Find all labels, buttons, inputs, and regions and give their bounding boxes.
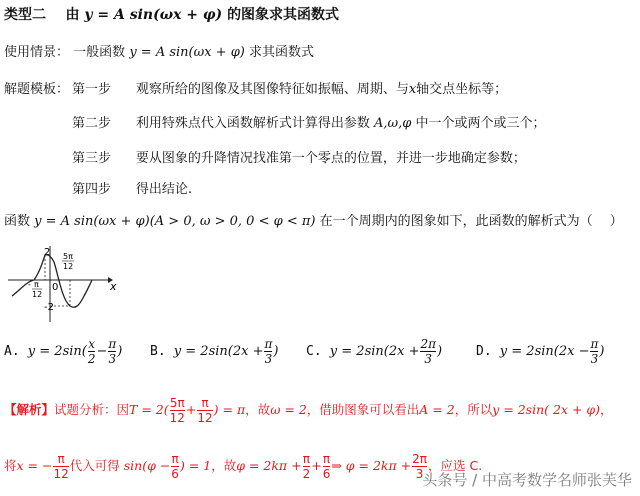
frac-num: π — [201, 396, 209, 410]
template-label: 解题模板： — [4, 82, 70, 97]
option-frac — [590, 337, 598, 366]
step-var: x — [408, 82, 417, 97]
frac-num: 2π — [420, 337, 437, 351]
option-frac — [264, 337, 272, 366]
analysis-eq: ) = 1 — [179, 458, 212, 473]
step-name: 第一步 — [72, 82, 112, 97]
frac-den: 6 — [171, 467, 179, 481]
option-post: ) — [117, 344, 123, 359]
analysis-frac — [53, 452, 68, 481]
option-a — [4, 337, 122, 366]
usage-text-b: 求其函数式 — [249, 45, 315, 60]
analysis-text-2: ，故 — [245, 402, 271, 417]
analysis-answer: ，应选 C. — [428, 458, 483, 473]
question-text-a: 函数 — [4, 214, 31, 229]
step-name: 第三步 — [72, 151, 112, 166]
option-frac-2 — [108, 337, 116, 366]
frac-den: 12 — [53, 467, 69, 481]
analysis-text-4: ，所以 — [454, 402, 493, 417]
step-text: 要从图象的升降情况找准第一个零点的位置，并进一步地确定参数； — [135, 151, 526, 166]
usage-line — [4, 44, 314, 62]
option-label: C. — [306, 344, 322, 359]
option-pre: y = 2sin(2x + — [173, 344, 264, 359]
option-b — [150, 337, 278, 366]
analysis-omega: ω = 2 — [270, 402, 307, 417]
title-suffix: 的图象求其函数式 — [227, 7, 340, 23]
analysis-text: 试题分析：因 — [54, 402, 130, 417]
usage-text-a: 一般函数 — [73, 45, 126, 60]
option-frac — [420, 337, 436, 366]
analysis-frac-2 — [197, 396, 212, 425]
frac-den: 3 — [108, 352, 117, 366]
option-post: ) — [273, 344, 279, 359]
analysis-frac-3 — [303, 452, 311, 481]
analysis-phi: φ = 2kπ + — [236, 458, 302, 473]
step-name: 第二步 — [72, 116, 112, 131]
analysis-text-5: ， — [600, 402, 613, 417]
analysis-amp: A = 2 — [419, 402, 455, 417]
option-mid: − — [96, 344, 108, 359]
frac-den: 3 — [264, 352, 273, 366]
usage-label: 使用情景： — [4, 45, 70, 60]
step-var: A,ω,φ — [373, 116, 412, 131]
option-pre: y = 2sin(2x − — [499, 344, 590, 359]
analysis-formula: x = − — [16, 458, 53, 473]
frac-num: π — [57, 452, 65, 466]
watermark: 头条号 / 中高考数学名师张芙华 — [422, 471, 632, 489]
option-label: D. — [476, 344, 492, 359]
question-text-b: 在一个周期内的图象如下，此函数的解析式为（ ） — [319, 214, 623, 229]
analysis-line-1 — [4, 396, 613, 425]
option-formula — [499, 337, 605, 366]
title-prefix: 由 — [65, 7, 80, 23]
step-text: 得出结论. — [135, 182, 192, 197]
option-formula — [173, 337, 279, 366]
frac-num: π — [590, 337, 599, 351]
analysis-frac-4 — [323, 452, 331, 481]
frac-den: 6 — [322, 467, 331, 481]
frac-num: π — [302, 452, 311, 466]
analysis-frac-2 — [171, 452, 179, 481]
right-num: 5π — [63, 252, 73, 261]
frac-num: π — [108, 337, 117, 351]
x-axis-label: x — [110, 280, 117, 293]
option-label: A. — [4, 344, 20, 359]
analysis-text: 将 — [4, 458, 17, 473]
option-post: ) — [599, 344, 605, 359]
analysis-frac — [170, 396, 185, 425]
analysis-plus: + — [185, 402, 197, 417]
frac-den: 2 — [87, 352, 96, 366]
left-den: 12 — [32, 290, 43, 299]
option-pre: y = 2sin(2x + — [329, 344, 420, 359]
type-label: 类型二 — [4, 7, 46, 23]
analysis-implies: ⇒ φ = 2kπ + — [331, 458, 412, 473]
frac-den: 12 — [169, 411, 185, 425]
step-3 — [72, 150, 526, 168]
step-2 — [72, 115, 545, 133]
frac-den: 3 — [412, 466, 427, 481]
analysis-plus: + — [311, 458, 322, 473]
option-formula — [27, 337, 123, 366]
step-text-b: 中一个或两个或三个； — [415, 116, 546, 131]
y-top-label: 2 — [44, 247, 51, 258]
step-4 — [72, 181, 192, 199]
frac-num: π — [264, 337, 273, 351]
frac-num: 5π — [169, 396, 185, 410]
option-d — [476, 337, 604, 366]
step-name: 第四步 — [72, 182, 112, 197]
step-text-b: 轴交点坐标等； — [416, 82, 508, 97]
sine-curve — [12, 255, 92, 308]
option-pre: y = 2sin( — [27, 344, 87, 359]
analysis-line-2 — [4, 452, 482, 481]
frac-den: 3 — [590, 352, 599, 366]
option-formula — [329, 337, 443, 366]
analysis-func: y = 2sin( 2x + φ) — [492, 402, 601, 417]
usage-formula: y = A sin(ωx + φ) — [129, 45, 245, 60]
frac-den: 3 — [420, 351, 436, 366]
frac-num: x — [88, 337, 96, 351]
right-den: 12 — [63, 262, 74, 271]
option-label: B. — [150, 344, 166, 359]
analysis-text-2: 代入可得 — [69, 458, 120, 473]
frac-num: 2π — [412, 452, 428, 466]
analysis-tag: 【解析】 — [4, 402, 55, 417]
analysis-formula-2: ) = π — [213, 402, 246, 417]
frac-den: 12 — [197, 411, 213, 425]
analysis-text-3: ，借助图象可以看出 — [306, 402, 420, 417]
title-formula: y = A sin(ωx + φ) — [84, 7, 223, 23]
option-frac — [88, 337, 96, 366]
step-1 — [72, 81, 507, 99]
frac-num: π — [171, 452, 179, 466]
sine-graph — [4, 244, 124, 324]
question-line — [4, 213, 623, 231]
analysis-sin: sin(φ − — [123, 458, 171, 473]
frac-num: π — [322, 452, 331, 466]
question-formula: y = A sin(ωx + φ)(A > 0, ω > 0, 0 < φ < π) — [34, 214, 316, 229]
option-c — [306, 337, 442, 366]
origin-label: 0 — [52, 282, 59, 293]
step-text: 观察所给的图像及其图像特征如振幅、周期、与 — [135, 82, 409, 97]
analysis-formula: T = 2( — [129, 402, 169, 417]
frac-den: 2 — [302, 467, 311, 481]
left-num: π — [34, 280, 39, 289]
analysis-text-3: ，故 — [211, 458, 237, 473]
title-line — [4, 6, 339, 24]
step-text: 利用特殊点代入函数解析式计算得出参数 — [135, 116, 370, 131]
y-bottom-label: -2 — [44, 302, 54, 313]
option-post: ) — [437, 344, 443, 359]
left-sign: - — [28, 280, 31, 289]
